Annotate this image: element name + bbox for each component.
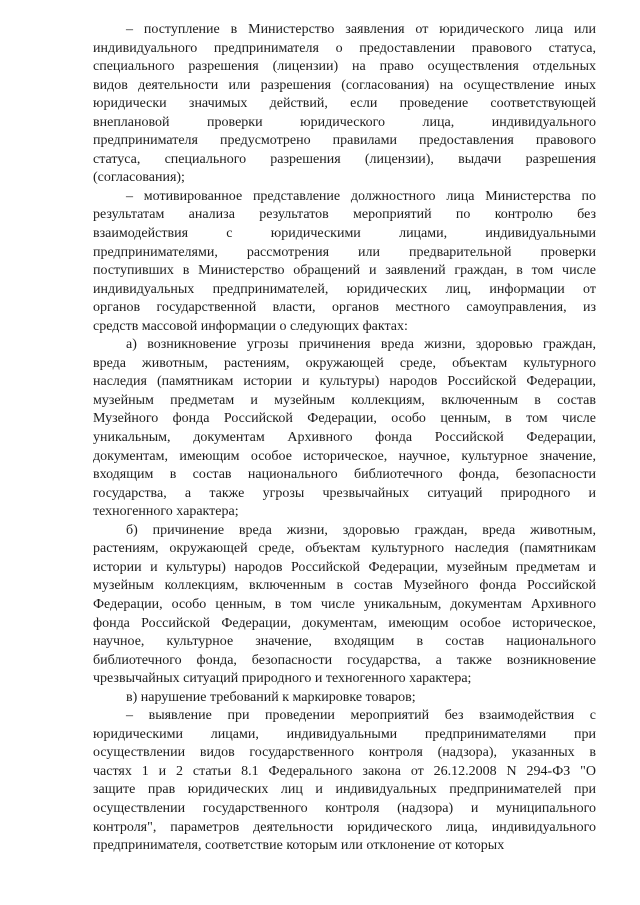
document-body	[93, 21, 596, 856]
text-line: юридическими лицами, индивидуальными предпринимателями при	[93, 726, 596, 742]
text-line: осуществлении видов государственного контроля (надзора), указанных в	[93, 745, 596, 761]
text-line: предпринимателями, рассмотрения или предварительной проверки	[93, 244, 596, 260]
text-line: органов государственной власти, органов местного самоуправления, из	[93, 300, 596, 316]
text-line: индивидуального предпринимателя о предоставлении правового статуса,	[93, 40, 596, 56]
text-line: техногенного характера;	[93, 504, 239, 520]
text-line: б) причинение вреда жизни, здоровью граждан, вреда животным,	[126, 522, 596, 538]
text-line: вреда животным, растениям, окружающей среде, объектам культурного	[93, 355, 596, 371]
text-line: библиотечного фонда, безопасности государства, а также возникновение	[93, 652, 596, 668]
text-line: частях 1 и 2 статьи 8.1 Федерального закона от 26.12.2008 N 294-ФЗ "О	[93, 763, 596, 779]
paragraph	[93, 21, 596, 188]
text-line: специального разрешения (лицензии) на право осуществления отдельных	[93, 59, 596, 75]
paragraph	[93, 336, 596, 521]
text-line: индивидуальных предпринимателей, юридических лиц, информации от	[93, 281, 596, 297]
text-line: государства, а также угрозы чрезвычайных ситуаций природного и	[93, 485, 596, 501]
text-line: предпринимателя предусмотрено правилами предоставления правового	[93, 133, 596, 149]
text-line: взаимодействия с юридическими лицами, индивидуальными	[93, 226, 596, 242]
text-line: Музейного фонда Российской Федерации, особо ценным, в том числе	[93, 411, 596, 427]
text-line: статуса, специального разрешения (лицензии), выдачи разрешения	[93, 151, 596, 167]
text-line: видов деятельности или разрешения (согласования) на осуществление иных	[93, 77, 596, 93]
text-line: осуществлении государственного контроля (надзора) и муниципального	[93, 800, 596, 816]
text-line: контроля", параметров деятельности юридического лица, индивидуального	[93, 819, 596, 835]
text-line: входящим в состав национального библиотечного фонда, безопасности	[93, 467, 596, 483]
text-line: чрезвычайных ситуаций природного и техногенного характера;	[93, 671, 472, 687]
text-line: юридически значимых действий, если проведение соответствующей	[93, 96, 596, 112]
text-line: а) возникновение угрозы причинения вреда жизни, здоровью граждан,	[126, 337, 596, 353]
text-line: истории и культуры) народов Российской Федерации, музейным предметам и	[93, 559, 596, 575]
text-line: поступивших в Министерство обращений и заявлений граждан, в том числе	[93, 263, 596, 279]
text-line: – мотивированное представление должностного лица Министерства по	[126, 188, 596, 204]
text-line: защите прав юридических лиц и индивидуальных предпринимателей при	[93, 782, 596, 798]
text-line: внеплановой проверки юридического лица, индивидуального	[93, 114, 596, 130]
text-line: научное, культурное значение, входящим в состав национального	[93, 634, 596, 650]
text-line: музейным предметам и музейным коллекциям, включенным в состав	[93, 392, 596, 408]
paragraph	[93, 707, 596, 855]
text-line: результатам анализа результатов мероприятий по контролю без	[93, 207, 596, 223]
paragraph	[93, 522, 596, 689]
text-line: (согласования);	[93, 170, 185, 186]
text-line: в) нарушение требований к маркировке товаров;	[126, 689, 416, 705]
text-line: растениям, окружающей среде, объектам культурного наследия (памятникам	[93, 541, 596, 557]
text-line: наследия (памятникам истории и культуры) народов Российской Федерации,	[93, 374, 596, 390]
text-line: документам, имеющим особое историческое, научное, культурное значение,	[93, 448, 596, 464]
text-line: фонда Российской Федерации, документам, имеющим особое историческое,	[93, 615, 596, 631]
text-line: средств массовой информации о следующих фактах:	[93, 318, 408, 334]
paragraph	[93, 689, 596, 708]
text-line: музейным коллекциям, включенным в состав Музейного фонда Российской	[93, 578, 596, 594]
text-line: – поступление в Министерство заявления от юридического лица или	[126, 22, 596, 37]
text-line: предпринимателя, соответствие которым или отклонение от которых	[93, 838, 505, 854]
text-line: – выявление при проведении мероприятий без взаимодействия с	[126, 708, 596, 724]
text-line: Федерации, особо ценным, в том числе уникальным, документам Архивного	[93, 596, 596, 612]
paragraph	[93, 188, 596, 336]
text-line: уникальным, документам Архивного фонда Российской Федерации,	[93, 430, 596, 446]
